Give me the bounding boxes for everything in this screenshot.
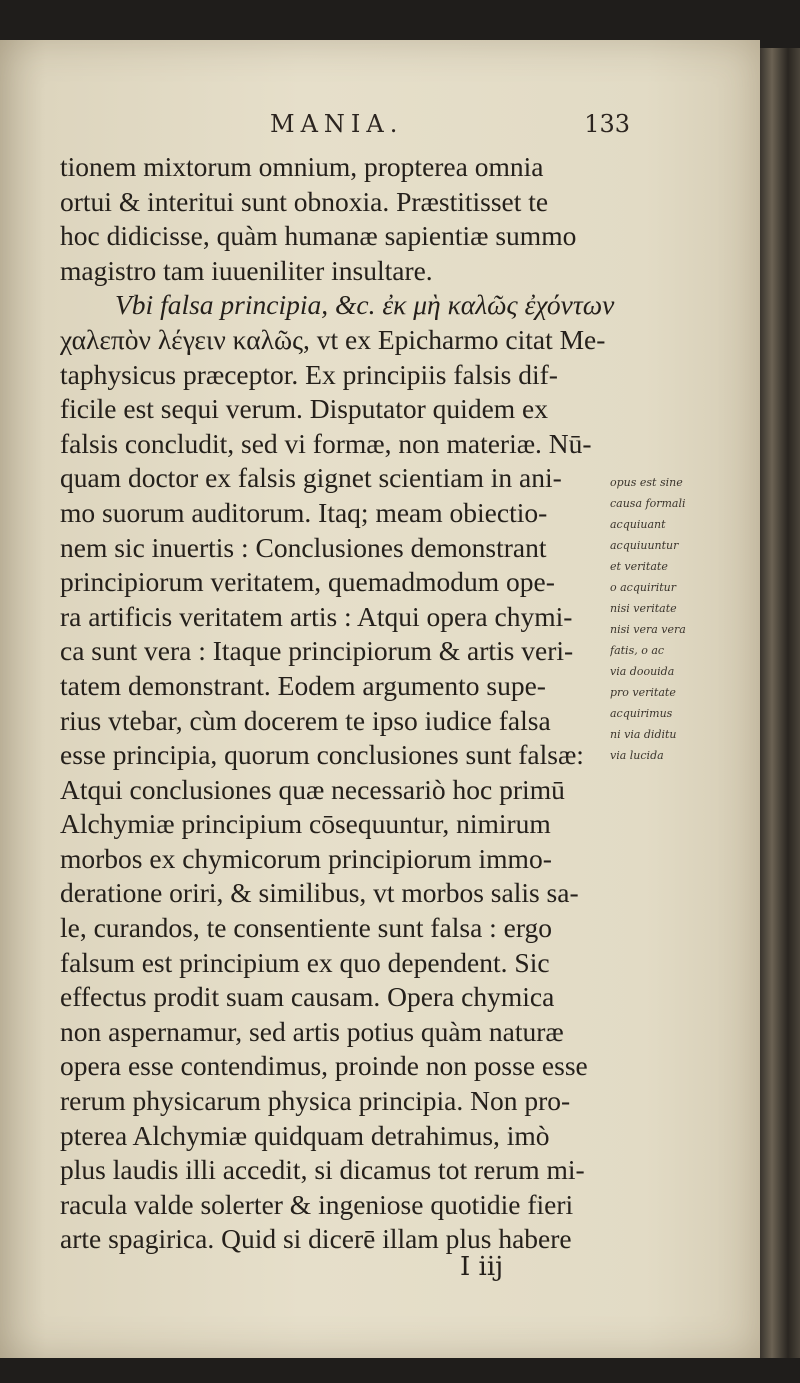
margin-note: acquiuant xyxy=(610,518,666,531)
text-line: opera esse contendimus, proinde non posse esse xyxy=(60,1050,588,1082)
text-line: Vbi falsa principia, &c. ἐκ μὴ καλῶς ἐχόντων xyxy=(115,289,615,321)
text-line: Alchymiæ principium cōsequuntur, nimirum xyxy=(60,808,551,840)
signature-mark: I iij xyxy=(460,1252,504,1282)
text-line: deratione oriri, & similibus, vt morbos salis sa- xyxy=(60,877,579,909)
margin-note: via lucida xyxy=(610,749,664,762)
text-line: rius vtebar, cùm docerem te ipso iudice falsa xyxy=(60,704,551,736)
margin-note: opus est sine xyxy=(610,476,683,489)
text-line: falsum est principium ex quo dependent. Sic xyxy=(60,946,550,978)
margin-note: via doouida xyxy=(610,665,675,678)
text-line: pterea Alchymiæ quidquam detrahimus, imò xyxy=(60,1119,550,1151)
text-line: plus laudis illi accedit, si dicamus tot rerum mi- xyxy=(60,1154,585,1186)
text-line: mo suorum auditorum. Itaq; meam obiectio- xyxy=(60,496,548,528)
text-line: arte spagirica. Quid si dicerē illam plus habere xyxy=(60,1223,572,1255)
main-text xyxy=(60,150,670,1257)
margin-note: et veritate xyxy=(610,560,668,573)
text-line: tatem demonstrant. Eodem argumento supe- xyxy=(60,669,546,701)
book-page xyxy=(0,40,760,1358)
text-line: falsis concludit, sed vi formæ, non materiæ. Nū- xyxy=(60,427,592,459)
text-line: rerum physicarum physica principia. Non pro- xyxy=(60,1085,571,1117)
text-line: racula valde solerter & ingeniose quotidie fieri xyxy=(60,1188,574,1220)
running-head: MANIA. xyxy=(270,110,404,138)
page-header xyxy=(250,110,650,150)
margin-note: nisi vera vera xyxy=(610,623,686,636)
margin-note: causa formali xyxy=(610,497,686,510)
margin-note: acquiuuntur xyxy=(610,539,679,552)
text-line: effectus prodit suam causam. Opera chymica xyxy=(60,981,555,1013)
page-number: 133 xyxy=(584,110,630,138)
book-spine xyxy=(760,48,800,1358)
text-line: ra artificis veritatem artis : Atqui opera chymi- xyxy=(60,600,573,632)
text-line: tionem mixtorum omnium, propterea omnia xyxy=(60,151,544,182)
margin-note: fatis, o ac xyxy=(610,644,665,657)
text-line: non aspernamur, sed artis potius quàm naturæ xyxy=(60,1015,564,1047)
margin-note: ni via diditu xyxy=(610,728,677,741)
handwritten-margin-notes xyxy=(610,472,760,766)
text-line: ficile est sequi verum. Disputator quidem ex xyxy=(60,393,549,425)
text-line: nem sic inuertis : Conclusiones demonstrant xyxy=(60,531,547,563)
text-line: hoc didicisse, quàm humanæ sapientiæ summo xyxy=(60,220,577,252)
text-line: esse principia, quorum conclusiones sunt falsæ: xyxy=(60,739,584,771)
text-line: quam doctor ex falsis gignet scientiam in ani- xyxy=(60,462,562,494)
margin-note: pro veritate xyxy=(610,686,676,699)
text-line: Atqui conclusiones quæ necessariò hoc primū xyxy=(60,773,565,805)
text-line: principiorum veritatem, quemadmodum ope- xyxy=(60,566,555,598)
text-line: morbos ex chymicorum principiorum immo- xyxy=(60,842,552,874)
text-line: le, curandos, te consentiente sunt falsa : ergo xyxy=(60,912,553,944)
text-line: ca sunt vera : Itaque principiorum & artis veri- xyxy=(60,635,574,667)
margin-note: acquirimus xyxy=(610,707,673,720)
text-line: χαλεπὸν λέγειν καλῶς, vt ex Epicharmo citat Me- xyxy=(60,323,606,355)
text-line: ortui & interitui sunt obnoxia. Præstitisset te xyxy=(60,185,549,217)
margin-note: nisi veritate xyxy=(610,602,677,615)
text-line: taphysicus præceptor. Ex principiis falsis dif- xyxy=(60,358,558,390)
text-line: magistro tam iuueniliter insultare. xyxy=(60,254,433,286)
margin-note: o acquiritur xyxy=(610,581,677,594)
